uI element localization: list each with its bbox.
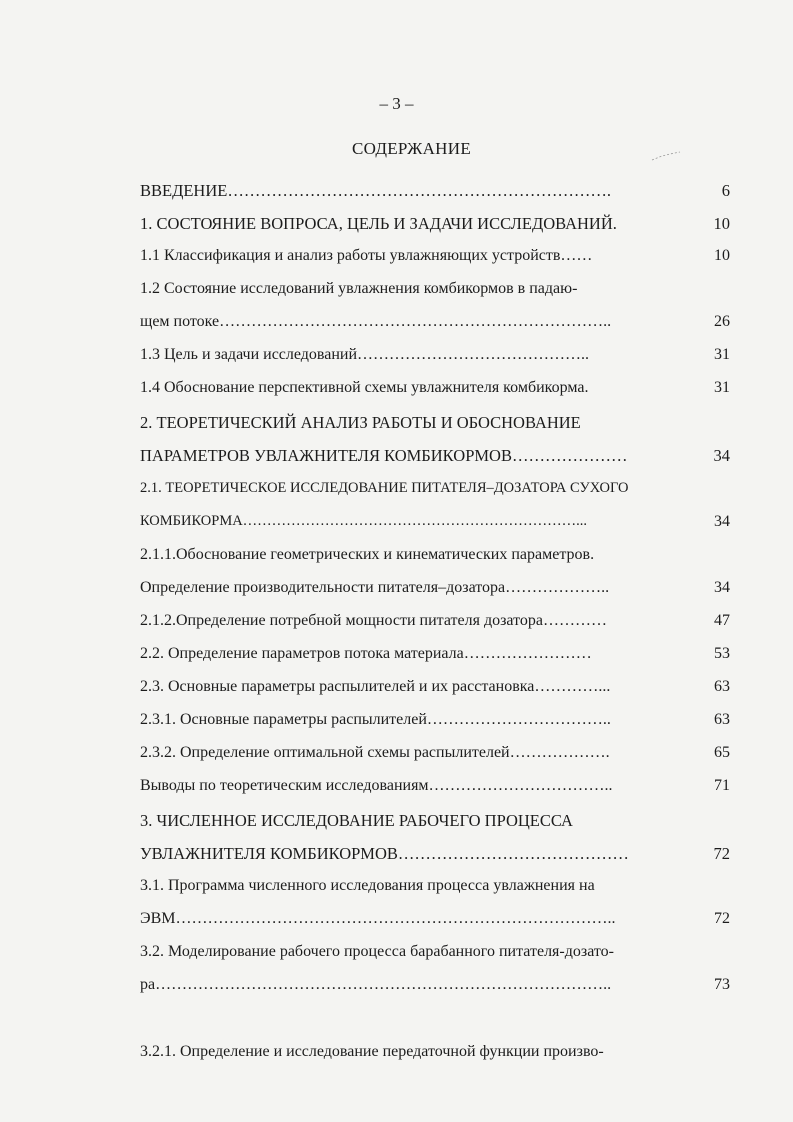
- toc-entry: 1.4 Обоснование перспективной схемы увлажнителя комбикорма. 31: [140, 379, 730, 396]
- toc-entry: ПАРАМЕТРОВ УВЛАЖНИТЕЛЯ КОМБИКОРМОВ………………… 34: [140, 446, 730, 465]
- page-number: – 3 –: [379, 94, 414, 113]
- toc-entry: 2.1. ТЕОРЕТИЧЕСКОЕ ИССЛЕДОВАНИЕ ПИТАТЕЛЯ–ДОЗАТОРА СУХОГО: [140, 480, 629, 496]
- toc-entry: 2. ТЕОРЕТИЧЕСКИЙ АНАЛИЗ РАБОТЫ И ОБОСНОВАНИЕ: [140, 413, 581, 432]
- toc-entry: 2.1.1.Обоснование геометрических и кинематических параметров.: [140, 546, 595, 563]
- toc-entry: 1. СОСТОЯНИЕ ВОПРОСА, ЦЕЛЬ И ЗАДАЧИ ИССЛЕДОВАНИЙ. 10: [140, 214, 730, 233]
- toc-entry: Определение производительности питателя–дозатора……………….. 34: [140, 579, 730, 596]
- toc-entry: 1.3 Цель и задачи исследований…………………………………….. 31: [140, 346, 730, 363]
- toc-entry: щем потоке……………………………………………………………….. 26: [140, 313, 730, 330]
- toc-entry: УВЛАЖНИТЕЛЯ КОМБИКОРМОВ…………………………………… 72: [140, 844, 730, 863]
- toc-entry: ра………………………………………………………………………….. 73: [140, 976, 730, 993]
- toc-entry: 3.2.1. Определение и исследование передаточной функции произво-: [140, 1043, 604, 1060]
- page-title: СОДЕРЖАНИЕ: [351, 139, 472, 158]
- toc-entry: 1.1 Классификация и анализ работы увлажняющих устройств…… 10: [140, 247, 730, 264]
- toc-entry: ЭВМ……………………………………………………………………….. 72: [140, 910, 730, 927]
- toc-entry: КОМБИКОРМА……………………………………………………………... 34: [140, 513, 730, 530]
- toc-entry: 3.1. Программа численного исследования процесса увлажнения на: [140, 877, 595, 894]
- toc-entry: 3.2. Моделирование рабочего процесса барабанного питателя-дозато-: [140, 943, 614, 960]
- toc-entry: 2.3.2. Определение оптимальной схемы распылителей………………. 65: [140, 744, 730, 761]
- toc-entry: 2.1.2.Определение потребной мощности питателя дозатора………… 47: [140, 612, 730, 629]
- pencil-mark-icon: [650, 150, 686, 162]
- toc-entry: 1.2 Состояние исследований увлажнения комбикормов в падаю-: [140, 280, 578, 297]
- toc-entry: 2.2. Определение параметров потока материала…………………… 53: [140, 645, 730, 662]
- toc-entry: ВВЕДЕНИЕ……………………………………………………………. 6: [140, 181, 730, 200]
- toc-entry: 2.3.1. Основные параметры распылителей…………………………….. 63: [140, 711, 730, 728]
- toc-entry: Выводы по теоретическим исследованиям…………………………….. 71: [140, 777, 730, 794]
- toc-entry: 2.3. Основные параметры распылителей и их расстановка…………... 63: [140, 678, 730, 695]
- toc-entry: 3. ЧИСЛЕННОЕ ИССЛЕДОВАНИЕ РАБОЧЕГО ПРОЦЕССА: [140, 811, 573, 830]
